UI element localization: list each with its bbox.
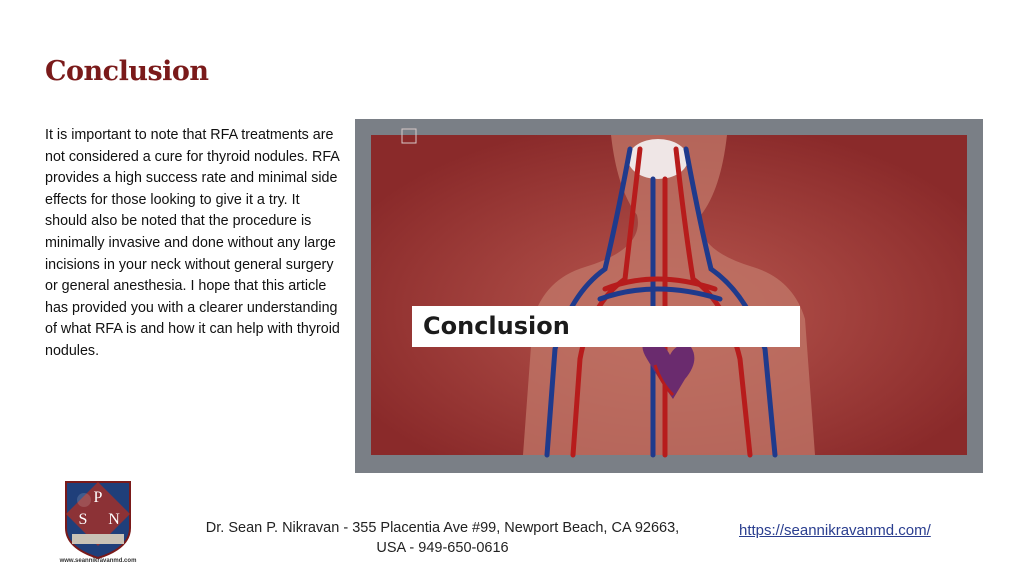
slide-title: Conclusion [45,56,209,87]
practice-logo [48,478,148,564]
figure-caption-label: Conclusion [412,306,800,347]
logo-letter-n: N [108,511,120,528]
logo-caption: www.seannikravanmd.com [59,558,137,564]
circulatory-illustration-icon [355,119,983,473]
logo-letter-s: S [78,511,88,528]
conclusion-paragraph: It is important to note that RFA treatments are not considered a cure for thyroid nodules. RFA provides a high success rate and minimal side effects for those looking to give it a try. It should also be noted that the procedure is minimally invasive and done without any large incisions in your neck without general surgery or general anesthesia. I hope that this article has provided you with a clearer understanding of what RFA is and how it can help with thyroid nodules. [45,127,340,359]
website-link[interactable]: https://seannikravanmd.com/ [739,522,931,539]
circulatory-system-image [355,119,983,473]
shield-logo-icon [48,478,148,564]
footer-address: Dr. Sean P. Nikravan - 355 Placentia Ave #99, Newport Beach, CA 92663, USA - 949-650-0616 [205,520,680,556]
logo-letter-p: P [93,489,103,506]
